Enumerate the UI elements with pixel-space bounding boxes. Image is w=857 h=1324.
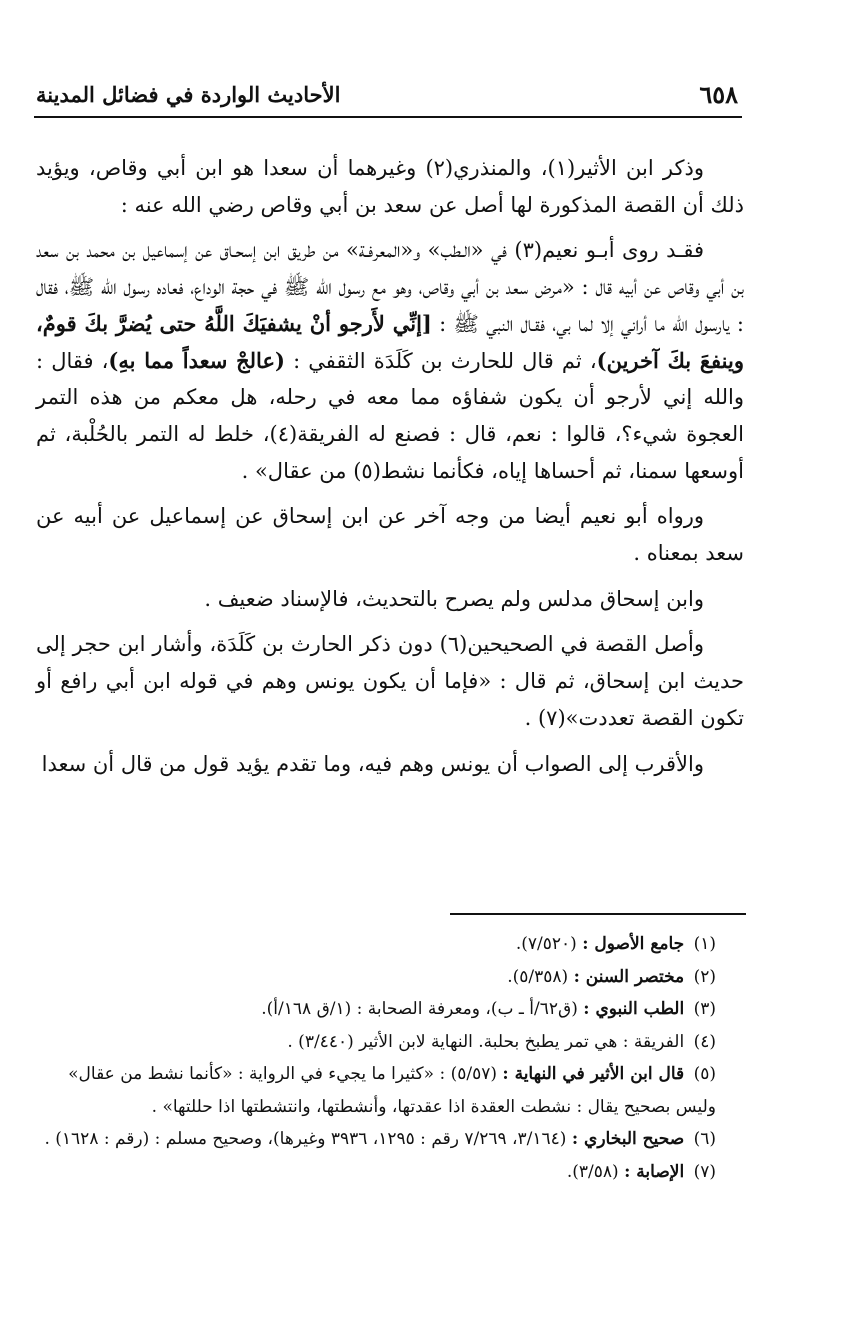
footnote bbox=[34, 1026, 746, 1059]
footnote bbox=[34, 961, 746, 994]
footnote-number: (٣) bbox=[693, 999, 716, 1019]
paragraph: ورواه أبو نعيم أيضا من وجه آخر عن ابن إسحاق عن إسماعيل عن أبيه عن سعد بمعناه . bbox=[36, 504, 744, 566]
footnote-text: (٣/٥٨). bbox=[566, 1161, 619, 1182]
page-header bbox=[34, 76, 742, 118]
footnote bbox=[34, 1156, 746, 1189]
footnote bbox=[34, 928, 746, 961]
footnote-source: قال ابن الأثير في النهاية : bbox=[502, 1064, 685, 1084]
footnote-number: (٦) bbox=[693, 1129, 716, 1149]
text-run: ، فقال : والله إني لأرجو أن يكون شفاؤه مما معه في رحله، هل معكم من هذه التمر العجوة شيء؟، قالوا : نعم، قال : فصنع له الفريقة(٤)، خلط له التمر بالحُلْبة، ثم أوسعها سمنا، ثم أحساها إياه، فكأنما نشط(٥) من عقال» . bbox=[36, 348, 745, 483]
footnote-divider bbox=[450, 913, 746, 915]
footnote-text: (٣/١٦٤، ٧/٢٦٩ رقم : ١٢٩٥، ٣٩٣٦ وغيرها)، وصحيح مسلم : (رقم : ١٦٢٨) . bbox=[44, 1129, 567, 1149]
hadith-quote: [إنِّي لأَرجو أنْ يشفيَكَ اللَّهُ حتى يُضرَّ بكَ قومٌ، وينفعَ بكَ آخرين) bbox=[36, 310, 744, 373]
footnote-source: الطب النبوي : bbox=[583, 999, 685, 1019]
footnote-source: الإصابة : bbox=[624, 1161, 685, 1182]
footnote bbox=[34, 1058, 746, 1123]
footnote-text: (٧/٥٢٠). bbox=[515, 934, 577, 954]
footnote-text: الفريقة : هي تمر يطبخ بحلبة. النهاية لابن الأثير (٣/٤٤٠) . bbox=[287, 1031, 685, 1052]
footnote-number: (٤) bbox=[693, 1031, 716, 1052]
hadith-quote: (عالجْ سعداً مما بهِ) bbox=[108, 347, 285, 373]
footnote-text: (٥/٣٥٨). bbox=[507, 966, 569, 987]
footnote-text: (٥/٥٧) : «كثيرا ما يجيء في الرواية : «كأنما نشط من عقال» وليس بصحيح يقال : نشطت العقدة اذا عقدتها، وأنشطتها، وانتشطتها اذا حللتها» . bbox=[68, 1064, 716, 1117]
footnote-number: (١) bbox=[693, 934, 716, 954]
footnote-text: (ق٦٢/أ ـ ب)، ومعرفة الصحابة : (١/ق ١٦٨/أ). bbox=[261, 999, 578, 1019]
footnote bbox=[34, 1123, 746, 1156]
paragraph-hadith bbox=[36, 232, 744, 489]
footnote-source: صحيح البخاري : bbox=[571, 1129, 685, 1149]
main-text bbox=[36, 150, 744, 791]
page-number: ٦٥٨ bbox=[699, 80, 738, 109]
footnote-source: مختصر السنن : bbox=[573, 966, 685, 987]
paragraph: وذكر ابن الأثير(١)، والمنذري(٢) وغيرهما أن سعدا هو ابن أبي وقاص، ويؤيد ذلك أن القصة المذكورة لها أصل عن سعد بن أبي وقاص رضي الله عنه : bbox=[36, 156, 744, 217]
paragraph: وأصل القصة في الصحيحين(٦) دون ذكر الحارث بن كَلَدَة، وأشار ابن حجر إلى حديث ابن إسحاق، ثم قال : «فإما أن يكون يونس وهم في قوله ابن أبي رافع أو تكون القصة تعددت»(٧) . bbox=[36, 632, 744, 730]
footnote-source: جامع الأصول : bbox=[582, 934, 685, 954]
footnote-number: (٧) bbox=[693, 1161, 716, 1182]
text-run: ، ثم قال للحارث بن كَلَدَة الثقفي : bbox=[293, 348, 597, 373]
paragraph: وابن إسحاق مدلس ولم يصرح بالتحديث، فالإسناد ضعيف . bbox=[204, 586, 704, 611]
footnote-number: (٥) bbox=[693, 1064, 716, 1084]
footnotes bbox=[34, 928, 746, 1188]
footnote-number: (٢) bbox=[693, 966, 716, 987]
running-title: الأحاديث الواردة في فضائل المدينة bbox=[36, 82, 341, 107]
footnote bbox=[34, 993, 746, 1026]
text-run: فقـد روى أبـو نعيم(٣) في «الـطب» و«المعرفـة» من طريق ابن إسحـاق عن إسماعيل بن محمد بن سعد بن أبي وقاص عن أبيه قال : «مرض سعد بن أبي وقاص، وهو مع رسول الله ﷺ في حجة الوداع، فعاده رسول الله ﷺ، فقال : يارسول الله ما أراني إلا لما بي، فقـال النبي ﷺ : bbox=[36, 238, 744, 336]
paragraph: والأقرب إلى الصواب أن يونس وهم فيه، وما تقدم يؤيد قول من قال أن سعدا bbox=[41, 751, 704, 776]
